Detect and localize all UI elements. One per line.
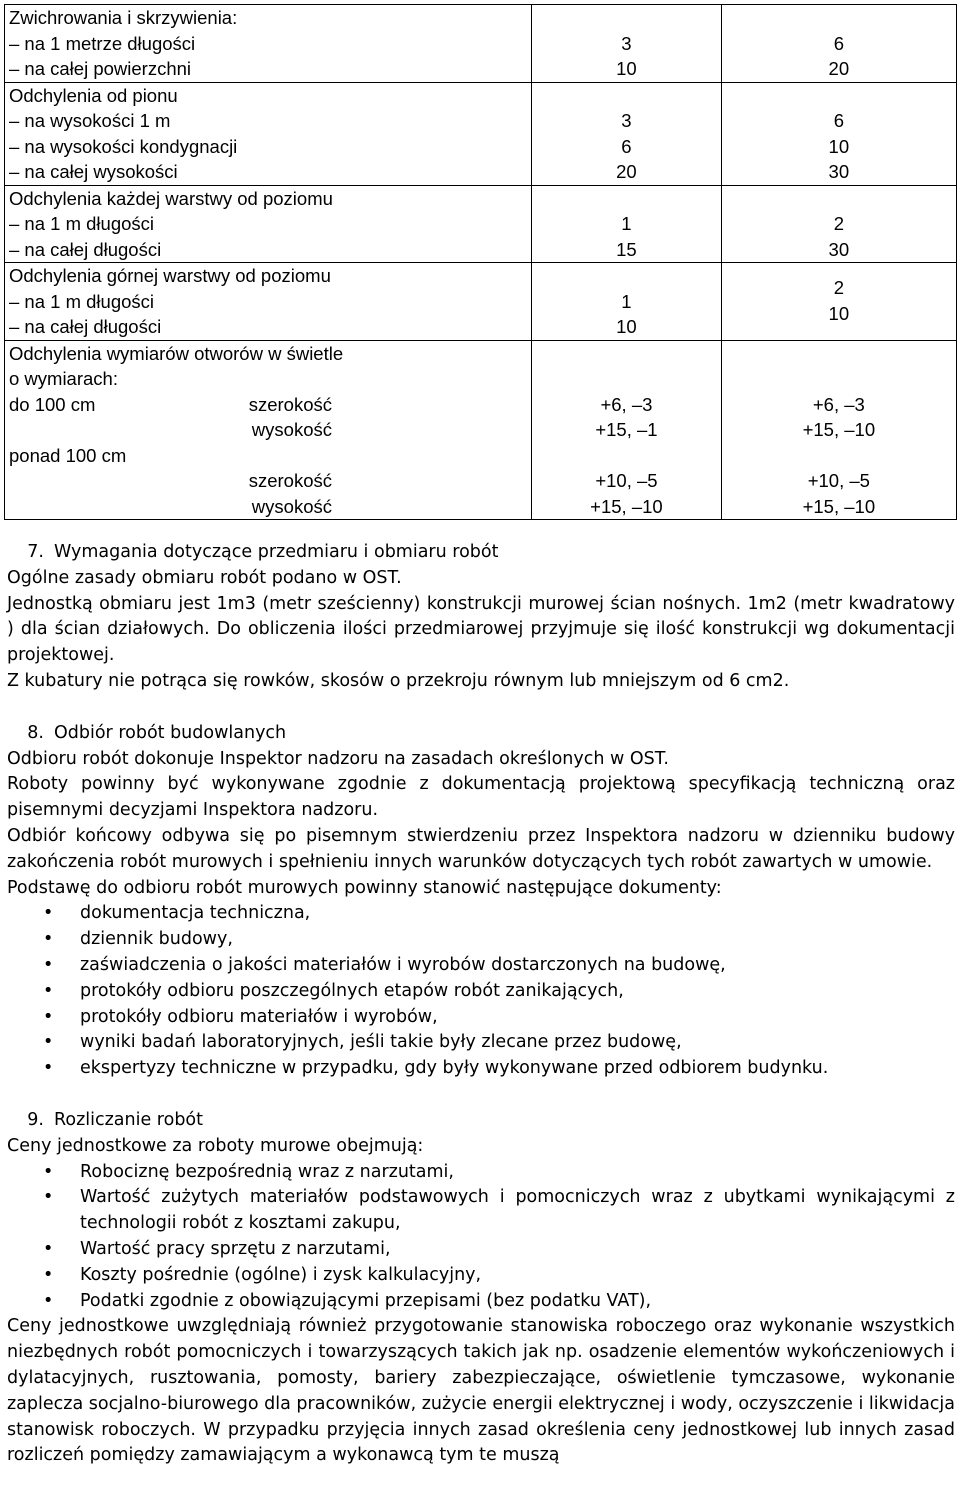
sub-row xyxy=(5,468,531,494)
bullet-icon: • xyxy=(43,1006,54,1027)
size-label: ponad 100 cm xyxy=(9,444,127,466)
sub-row xyxy=(5,392,531,418)
size-label: do 100 cm xyxy=(9,393,96,415)
table-row xyxy=(5,185,957,263)
value: 10 xyxy=(828,135,850,157)
row-label: – na całej długości xyxy=(9,316,162,337)
value: 3 xyxy=(621,110,632,131)
row-label: – na 1 m długości xyxy=(9,213,155,234)
section-heading xyxy=(7,721,955,747)
paragraph: Odbioru robót dokonuje Inspektor nadzoru na zasadach określonych w OST. xyxy=(7,748,669,769)
table-row xyxy=(5,82,957,185)
value: 10 xyxy=(616,58,637,79)
section-heading xyxy=(7,540,955,566)
list-item: • Podatki zgodnie z obowiązującymi przepisami (bez podatku VAT), xyxy=(7,1289,955,1315)
value: 3 xyxy=(621,32,632,54)
list-item: • Wartość pracy sprzętu z narzutami, xyxy=(7,1237,955,1263)
bullet-icon: • xyxy=(43,1032,54,1053)
section-title: Wymagania dotyczące przedmiaru i obmiaru robót xyxy=(54,542,499,562)
label-cell xyxy=(5,340,532,520)
table-row xyxy=(5,5,957,83)
value-cell xyxy=(721,263,956,341)
section-number: 7. xyxy=(27,542,44,562)
value-cell xyxy=(532,82,722,185)
bullet-icon: • xyxy=(43,1290,54,1311)
value: 10 xyxy=(828,302,850,324)
label-cell xyxy=(5,5,532,83)
sub-row xyxy=(5,494,531,520)
bullet-icon: • xyxy=(43,929,54,950)
list-item: • wyniki badań laboratoryjnych, jeśli takie były zlecane przez budowę, xyxy=(7,1030,955,1056)
sub-row xyxy=(5,443,531,469)
paragraph: Jednostką obmiaru jest 1m3 (metr sześcienny) konstrukcji murowej ścian nośnych. 1m2 (metr kwadratowy ) dla ścian działowych. Do obliczenia ilości przedmiarowej przyjmuje się ilość konstrukcji wg dokumentacji projektowej. xyxy=(7,593,955,666)
section-title: Odbiór robót budowlanych xyxy=(54,722,287,743)
bullet-icon: • xyxy=(43,1187,54,1208)
value: +6, –3 xyxy=(812,393,865,415)
row-label: – na całej powierzchni xyxy=(9,58,192,79)
bullet-icon: • xyxy=(43,980,54,1001)
value-cell xyxy=(532,185,722,263)
dimension-label: wysokość xyxy=(251,419,332,440)
bullet-icon: • xyxy=(43,903,54,924)
value: 20 xyxy=(616,161,637,182)
value: 15 xyxy=(616,238,637,260)
group-title: o wymiarach: xyxy=(9,368,118,389)
value: +10, –5 xyxy=(595,470,658,491)
paragraph: Podstawę do odbioru robót murowych powinny stanowić następujące dokumenty: xyxy=(7,877,722,898)
group-title: Odchylenia górnej warstwy od poziomu xyxy=(9,265,331,286)
section-number: 9. xyxy=(27,1109,44,1130)
row-label: – na 1 m długości xyxy=(9,290,155,312)
value: +6, –3 xyxy=(600,393,653,415)
row-label: – na całej wysokości xyxy=(9,161,178,182)
paragraph: Roboty powinny być wykonywane zgodnie z dokumentacją projektową specyfikacją techniczną oraz pisemnymi decyzjami Inspektora nadzoru. xyxy=(7,774,955,821)
label-cell xyxy=(5,185,532,263)
row-label: – na wysokości 1 m xyxy=(9,110,171,131)
group-title: Zwichrowania i skrzywienia: xyxy=(9,7,238,28)
row-label: – na 1 metrze długości xyxy=(9,32,196,54)
row-label: – na całej długości xyxy=(9,238,162,260)
table-row xyxy=(5,263,957,341)
group-title: Odchylenia każdej warstwy od poziomu xyxy=(9,187,333,209)
value: +15, –10 xyxy=(590,495,663,517)
value-cell xyxy=(721,340,956,520)
section-title: Rozliczanie robót xyxy=(54,1109,203,1130)
bullet-icon: • xyxy=(43,954,54,975)
label-cell xyxy=(5,82,532,185)
list-item: • ekspertyzy techniczne w przypadku, gdy były wykonywane przed odbiorem budynku. xyxy=(7,1056,955,1082)
dimension-label: wysokość xyxy=(251,495,332,517)
value: +15, –1 xyxy=(595,419,658,440)
sub-row xyxy=(5,417,531,443)
list-item: • protokóły odbioru materiałów i wyrobów, xyxy=(7,1005,955,1031)
value: 10 xyxy=(616,316,637,337)
value-cell xyxy=(532,5,722,83)
group-title: Odchylenia od pionu xyxy=(9,84,178,106)
bullet-list xyxy=(7,1160,955,1315)
paragraph: Z kubatury nie potrąca się rowków, skosów o przekroju równym lub mniejszym od 6 cm2. xyxy=(7,670,790,691)
document-body xyxy=(7,540,955,1469)
value-cell xyxy=(532,340,722,520)
dimension-label: szerokość xyxy=(248,393,332,415)
paragraph: Ogólne zasady obmiaru robót podano w OST. xyxy=(7,567,402,588)
value: 30 xyxy=(828,238,850,260)
bullet-icon: • xyxy=(43,1161,54,1182)
value: 6 xyxy=(621,135,632,157)
value: +10, –5 xyxy=(807,470,870,491)
dimension-label: szerokość xyxy=(248,470,332,491)
value: 6 xyxy=(833,32,844,54)
tolerance-table xyxy=(4,4,957,520)
list-item: • Wartość zużytych materiałów podstawowych i pomocniczych wraz z ubytkami wynikającymi z technologii robót z kosztami zakupu, xyxy=(43,1187,955,1234)
section-number: 8. xyxy=(27,722,44,743)
bullet-list xyxy=(7,901,955,1082)
value: 1 xyxy=(621,213,632,234)
value: 2 xyxy=(833,213,844,234)
list-item: • Robociznę bezpośrednią wraz z narzutami, xyxy=(7,1160,955,1186)
value: +15, –10 xyxy=(802,495,876,517)
value-cell xyxy=(721,185,956,263)
bullet-icon: • xyxy=(43,1058,54,1079)
list-item: • Koszty pośrednie (ogólne) i zysk kalkulacyjny, xyxy=(7,1263,955,1289)
list-item: • dziennik budowy, xyxy=(7,927,955,953)
value: 1 xyxy=(621,290,632,312)
value: 6 xyxy=(833,110,844,131)
value-cell xyxy=(721,5,956,83)
section-heading xyxy=(7,1108,955,1134)
paragraph: Ceny jednostkowe za roboty murowe obejmują: xyxy=(7,1135,424,1156)
bullet-icon: • xyxy=(43,1264,54,1285)
bullet-icon: • xyxy=(43,1238,54,1259)
list-item: • protokóły odbioru poszczególnych etapów robót zanikających, xyxy=(7,979,955,1005)
label-cell xyxy=(5,263,532,341)
paragraph: Ceny jednostkowe uwzględniają również przygotowanie stanowiska roboczego oraz wykonanie wszystkich niezbędnych robót pomocniczych i towarzyszących takich jak np. osadzenie elementów wykończeniowych i dylatacyjnych, rusztowania, pomosty, bariery zabezpieczające, oświetlenie tymczasowe, wykonanie zaplecza socjalno-biurowego dla pracowników, zużycie energii elektrycznej i wody, oczyszczenie i likwidacja stanowisk roboczych. W przypadku przyjęcia innych zasad określenia ceny jednostkowej lub innych zasad rozliczeń pomiędzy zamawiającym a wykonawcą tym te muszą xyxy=(7,1316,955,1466)
value-cell xyxy=(532,263,722,341)
value: +15, –10 xyxy=(802,419,876,440)
list-item: • dokumentacja techniczna, xyxy=(7,901,955,927)
value: 20 xyxy=(828,58,850,79)
list-item: • zaświadczenia o jakości materiałów i wyrobów dostarczonych na budowę, xyxy=(7,953,955,979)
paragraph: Odbiór końcowy odbywa się po pisemnym stwierdzeniu przez Inspektora nadzoru w dzienniku budowy zakończenia robót murowych i spełnieniu innych warunków dotyczących tych robót zawartych w umowie. xyxy=(7,825,955,872)
row-label: – na wysokości kondygnacji xyxy=(9,135,238,157)
value: 2 xyxy=(833,277,844,298)
table-row xyxy=(5,340,957,520)
value-cell xyxy=(721,82,956,185)
group-title: Odchylenia wymiarów otworów w świetle xyxy=(9,342,344,364)
value: 30 xyxy=(828,161,850,182)
